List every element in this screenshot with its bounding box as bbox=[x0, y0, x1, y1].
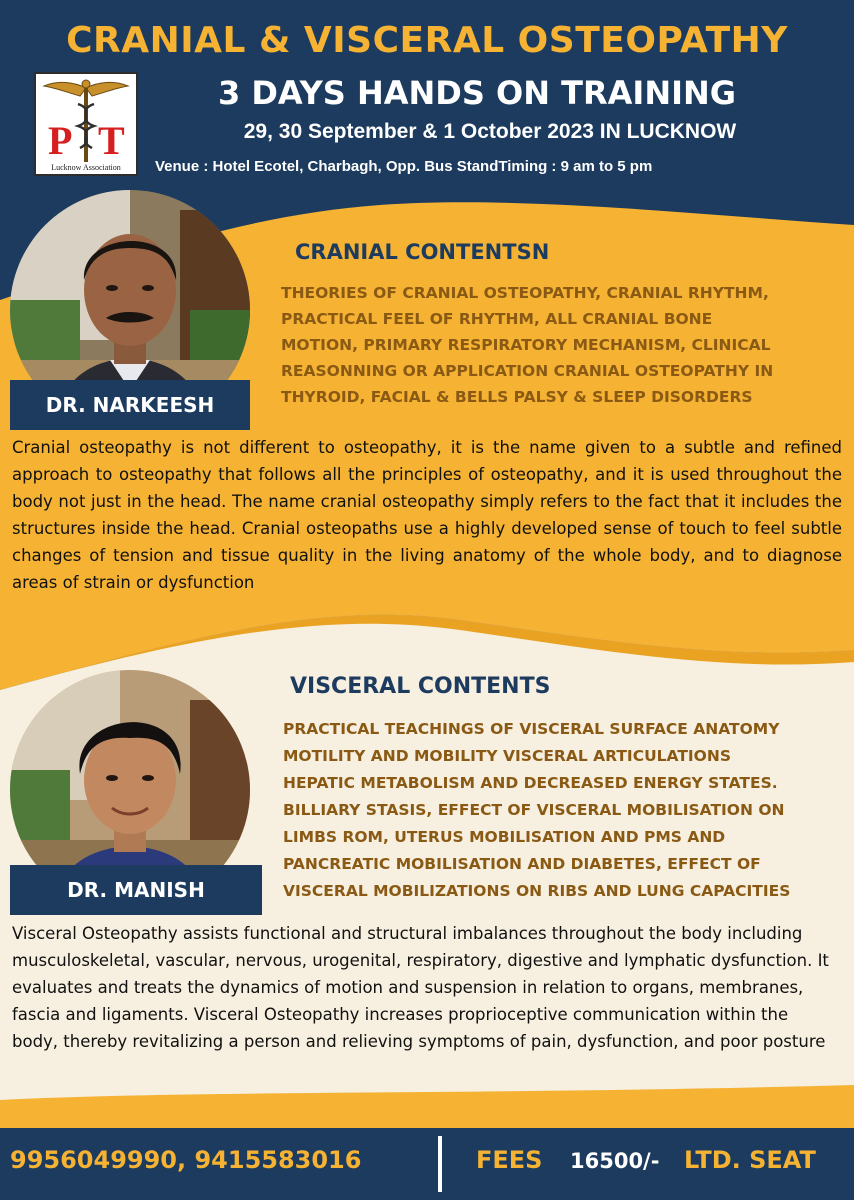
fees-label: FEES bbox=[476, 1146, 543, 1174]
logo-caption: Lucknow Association bbox=[51, 163, 121, 172]
doctor-name-narkeesh: DR. NARKEESH bbox=[10, 380, 250, 430]
page-title: CRANIAL & VISCERAL OSTEOPATHY bbox=[66, 20, 788, 61]
visceral-contents-title: VISCERAL CONTENTS bbox=[290, 674, 551, 699]
visceral-contents-line: PANCREATIC MOBILISATION AND DIABETES, EFFECT OF bbox=[283, 855, 761, 873]
visceral-contents-line: HEPATIC METABOLISM AND DECREASED ENERGY STATES. bbox=[283, 774, 778, 792]
caduceus-icon bbox=[36, 74, 136, 174]
logo-letter-t: T bbox=[98, 118, 125, 163]
footer-divider bbox=[438, 1136, 442, 1192]
event-dates: 29, 30 September & 1 October 2023 IN LUCKNOW bbox=[243, 120, 737, 143]
event-venue: Venue : Hotel Ecotel, Charbagh, Opp. Bus StandTiming : 9 am to 5 pm bbox=[155, 158, 653, 175]
cranial-contents-line: MOTION, PRIMARY RESPIRATORY MECHANISM, CLINICAL bbox=[281, 336, 771, 354]
visceral-contents-line: PRACTICAL TEACHINGS OF VISCERAL SURFACE ANATOMY bbox=[283, 720, 780, 738]
cranial-contents-line: REASONNING OR APPLICATION CRANIAL OSTEOPATHY IN bbox=[281, 362, 774, 380]
visceral-contents-line: BILLIARY STASIS, EFFECT OF VISCERAL MOBILISATION ON bbox=[283, 801, 785, 819]
visceral-description: Visceral Osteopathy assists functional and structural imbalances throughout the body including musculoskeletal, vascular, nervous, urogenital, respiratory, digestive and lymphatic dysfunction. It evaluates and treats the dynamics of motion and suspension in relation to organs, membranes, fascia and ligaments. Visceral Osteopathy increases proprioceptive communication within the body, thereby revitalizing a person and relieving symptoms of pain, dysfunction, and poor posture bbox=[12, 924, 829, 1051]
cranial-contents-line: THYROID, FACIAL & BELLS PALSY & SLEEP DISORDERS bbox=[281, 388, 753, 406]
visceral-contents-list bbox=[283, 716, 853, 905]
visceral-contents-line: MOTILITY AND MOBILITY VISCERAL ARTICULATIONS bbox=[283, 747, 731, 765]
cranial-contents-line: PRACTICAL FEEL OF RHYTHM, ALL CRANIAL BONE bbox=[281, 310, 713, 328]
pt-association-logo bbox=[34, 72, 138, 176]
cranial-contents-line: THEORIES OF CRANIAL OSTEOPATHY, CRANIAL RHYTHM, bbox=[281, 284, 769, 302]
limited-seat-note: LTD. SEAT bbox=[684, 1146, 816, 1174]
fees-amount: 16500/- bbox=[570, 1149, 660, 1173]
visceral-contents-line: LIMBS ROM, UTERUS MOBILISATION AND PMS AND bbox=[283, 828, 726, 846]
cranial-description: Cranial osteopathy is not different to osteopathy, it is the name given to a subtle and refined approach to osteopathy that follows all the principles of osteopathy, and it is used throughout the body not just in the head. The name cranial osteopathy simply refers to the fact that it includes the structures inside the head. Cranial osteopaths use a highly developed sense of touch to feel subtle changes of tension and tissue quality in the living anatomy of the whole body, and to diagnose areas of strain or dysfunction bbox=[12, 438, 842, 592]
logo-letter-p: P bbox=[48, 118, 73, 163]
contact-phones: 9956049990, 9415583016 bbox=[10, 1146, 362, 1174]
page-subtitle: 3 DAYS HANDS ON TRAINING bbox=[217, 74, 737, 112]
doctor-name-manish: DR. MANISH bbox=[10, 865, 262, 915]
cranial-contents-list bbox=[281, 280, 851, 410]
cranial-contents-title: CRANIAL CONTENTSN bbox=[295, 240, 550, 264]
visceral-contents-line: VISCERAL MOBILIZATIONS ON RIBS AND LUNG CAPACITIES bbox=[283, 882, 791, 900]
